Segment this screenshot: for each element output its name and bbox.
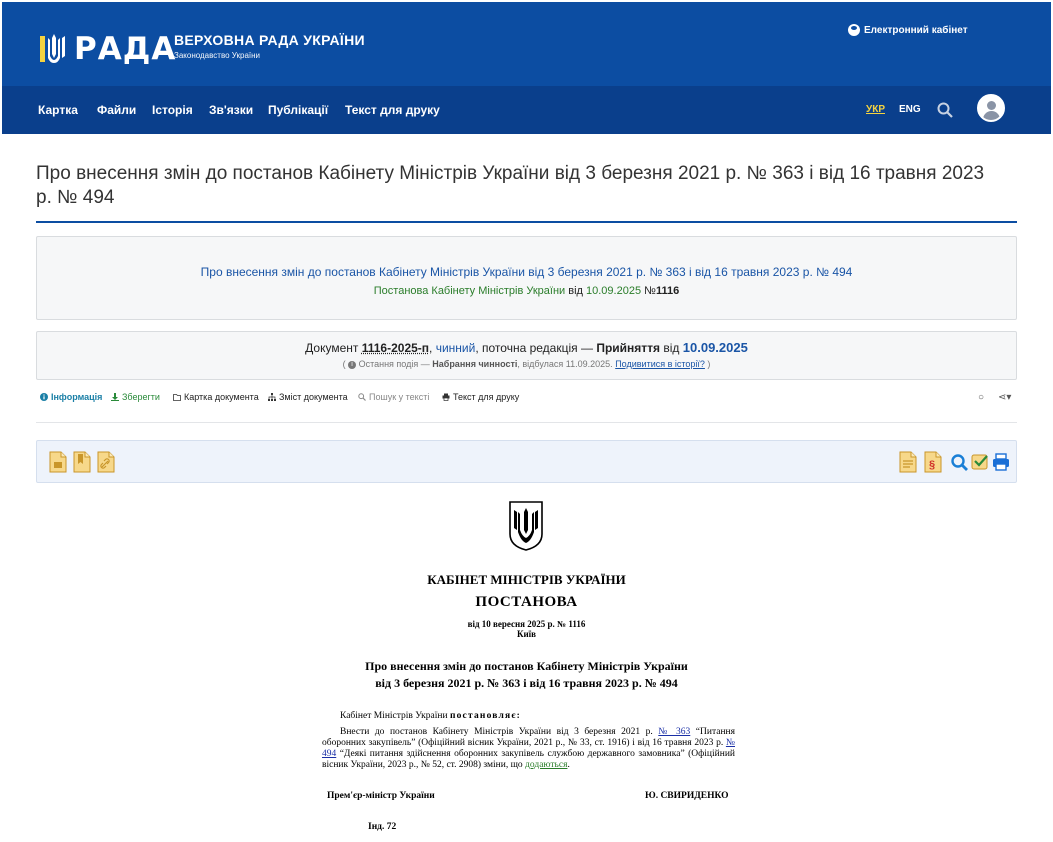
tab-information[interactable] — [40, 392, 102, 402]
user-circle-icon — [848, 24, 860, 36]
nav-links[interactable]: Зв'язки — [209, 103, 254, 117]
content-org: КАБІНЕТ МІНІСТРІВ УКРАЇНИ — [427, 572, 626, 587]
content-date: від 10 вересня 2025 р. № 1116 — [467, 619, 586, 629]
summary-title: Про внесення змін до постанов Кабінету Міністрів України від 3 березня 2021 р. № 363 і від 16 травня 2023 р. № 494 — [200, 265, 853, 279]
tab-information-label: Інформація — [51, 392, 103, 402]
share-icon[interactable]: ⋖▾ — [998, 392, 1012, 403]
main-nav — [2, 86, 1051, 134]
search-document-icon[interactable] — [950, 451, 968, 473]
summary-date: 10.09.2025 — [586, 285, 642, 297]
title-divider — [36, 221, 1017, 223]
history-link[interactable]: Подивитися в історії? — [615, 359, 705, 369]
tab-save-label: Зберегти — [122, 392, 160, 402]
summary-num: 1116 — [655, 285, 680, 297]
content-paragraph-2 — [322, 727, 735, 771]
event-label: Остання подія — — [358, 359, 430, 369]
electronic-cabinet-link[interactable] — [848, 24, 968, 36]
content-city: Київ — [516, 629, 537, 639]
folder-icon — [173, 393, 181, 401]
document-status — [36, 331, 1017, 380]
info-icon — [40, 393, 48, 401]
document-summary — [36, 236, 1017, 320]
p1-text: Кабінет Міністрів України — [340, 711, 450, 721]
tab-document-contents[interactable] — [268, 392, 348, 402]
status-prefix: Документ — [305, 341, 359, 355]
content-subject-2: від 3 березня 2021 р. № 363 і від 16 травня 2023 р. № 494 — [375, 676, 678, 690]
content-subject-1: Про внесення змін до постанов Кабінету Міністрів України — [365, 659, 688, 673]
signature-title: Прем'єр-міністр України — [327, 791, 435, 801]
content-doc-type: ПОСТАНОВА — [475, 594, 578, 610]
site-logo[interactable] — [38, 32, 176, 66]
site-title-block — [174, 32, 365, 60]
p2-text-a: Внести до постанов Кабінету Міністрів України від 3 березня 2021 р. — [340, 727, 659, 737]
section-document-icon[interactable] — [924, 451, 942, 473]
user-avatar-icon[interactable] — [977, 94, 1005, 122]
lang-ukr[interactable]: УКР — [866, 104, 885, 115]
content-paragraph-1 — [322, 711, 735, 722]
tab-search-in-text-label: Пошук у тексті — [369, 392, 430, 402]
check-document-icon[interactable] — [971, 451, 989, 473]
printer-icon — [442, 393, 450, 401]
event-happened: , відбулася 11.09.2025. — [517, 359, 613, 369]
bookmark-document-icon[interactable] — [73, 451, 91, 473]
document-open-icon[interactable] — [49, 451, 67, 473]
svg-text:§: § — [929, 459, 936, 471]
link-494[interactable]: № 494 — [322, 738, 735, 759]
p2-text-d: . — [567, 760, 570, 770]
document-version-icon[interactable] — [899, 451, 917, 473]
coat-of-arms-icon — [508, 500, 544, 552]
link-appended[interactable]: додаються — [525, 760, 568, 770]
status-acceptance: Прийняття — [596, 341, 661, 355]
status-date: 10.09.2025 — [682, 340, 748, 355]
p2-text-c: “Деякі питання здійснення оборонних закупівель службою державного замовника” (Офіційний вісник України, 2023 р., № 52, ст. 2908) зміни, що — [322, 749, 735, 770]
event-name: Набрання чинності — [432, 359, 518, 369]
status-from: від — [663, 341, 680, 355]
page — [2, 2, 1051, 842]
sitemap-icon — [268, 393, 276, 401]
status-line: Документ 1116-2025-п, чинний, поточна редакція — Прийняття від 10.09.2025 — [305, 340, 748, 355]
summary-num-prefix: № — [644, 285, 656, 297]
tab-document-card-label: Картка документа — [184, 392, 259, 402]
document-actions-bar — [36, 440, 1017, 483]
site-header — [2, 2, 1051, 86]
site-title: ВЕРХОВНА РАДА УКРАЇНИ — [174, 32, 365, 48]
tab-print-text[interactable] — [442, 392, 519, 402]
info-circle-icon: i — [348, 361, 356, 369]
summary-details — [37, 285, 1016, 297]
search-icon[interactable] — [937, 102, 953, 118]
loading-spinner-icon[interactable]: ○ — [978, 392, 985, 403]
last-event-line: ( i Остання подія — Набрання чинності, відбулася 11.09.2025. Подивитися в історії? ) — [342, 359, 711, 369]
tab-save[interactable] — [111, 392, 160, 402]
tab-print-text-label: Текст для друку — [453, 392, 520, 402]
document-index: Інд. 72 — [368, 822, 397, 832]
document-toolbar — [40, 392, 1020, 408]
nav-card[interactable]: Картка — [38, 103, 78, 117]
nav-publications[interactable]: Публікації — [268, 103, 329, 117]
trident-logo-icon — [38, 32, 70, 66]
link-363[interactable]: № 363 — [658, 727, 691, 737]
summary-type: Постанова Кабінету Міністрів України — [373, 285, 566, 297]
site-subtitle: Законодавство України — [174, 51, 261, 60]
download-icon — [111, 393, 119, 401]
tab-document-contents-label: Зміст документа — [279, 392, 348, 402]
signature-name: Ю. СВИРИДЕНКО — [645, 791, 729, 801]
summary-from: від — [568, 285, 583, 297]
nav-files[interactable]: Файли — [97, 103, 137, 117]
tab-document-card[interactable] — [173, 392, 259, 402]
p2-text-b: “Питання оборонних закупівель” (Офіційний вісник України, 2021 р., № 33, ст. 1916) і від 16 травня 2023 р. — [322, 727, 735, 748]
link-document-icon[interactable] — [97, 451, 115, 473]
status-state: чинний — [435, 341, 476, 355]
toolbar-divider — [36, 422, 1017, 423]
cabinet-label: Електронний кабінет — [864, 24, 968, 36]
p1-decree: постановляє: — [449, 711, 522, 721]
print-document-icon[interactable] — [992, 451, 1010, 473]
tab-search-in-text[interactable] — [358, 392, 429, 402]
nav-history[interactable]: Історія — [152, 103, 193, 117]
search-icon — [358, 393, 366, 401]
logo-text: РАДА — [74, 31, 177, 67]
lang-eng[interactable]: ENG — [899, 104, 921, 115]
page-title: Про внесення змін до постанов Кабінету Міністрів України від 3 березня 2021 р. № 363 і від 16 травня 2023 р. № 494 — [36, 163, 985, 208]
doc-code[interactable]: 1116-2025-п — [361, 341, 430, 355]
status-edition: , поточна редакція — — [475, 341, 593, 355]
nav-print-text[interactable]: Текст для друку — [345, 103, 440, 117]
